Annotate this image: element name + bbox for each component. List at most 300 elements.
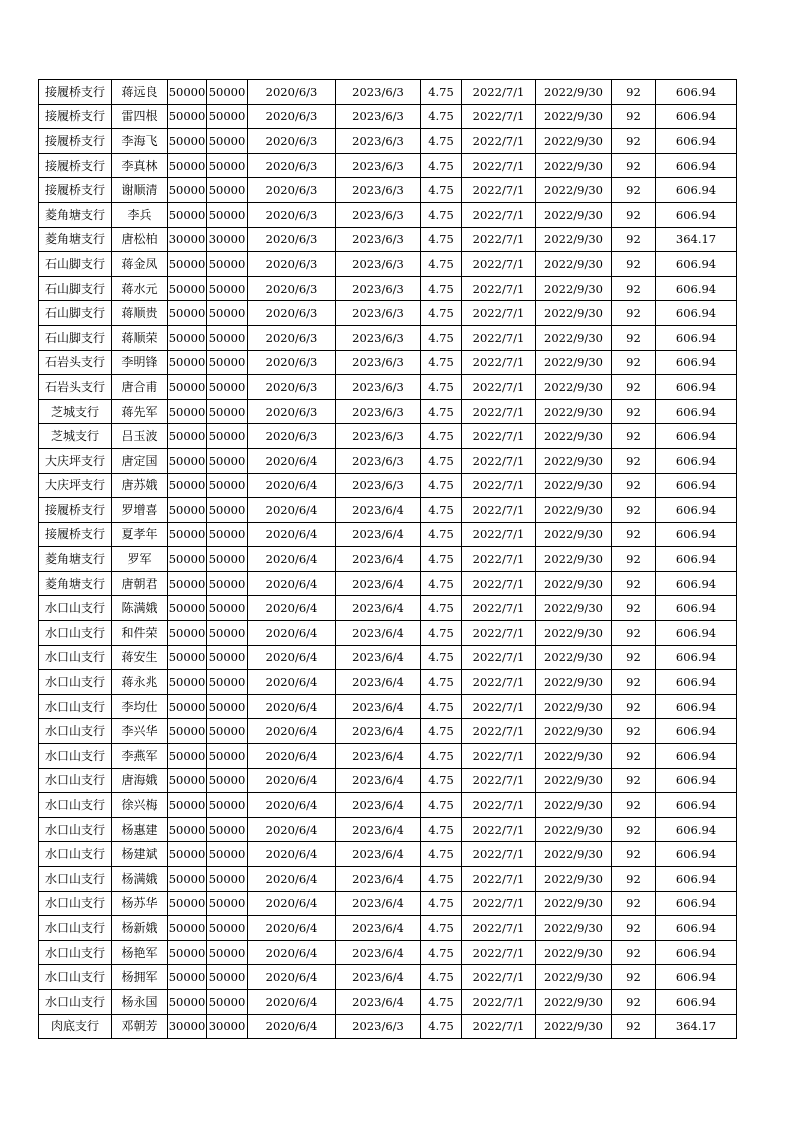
- days-cell: 92: [612, 153, 656, 178]
- loan-start-date-cell: 2020/6/4: [248, 547, 336, 572]
- borrower-name-cell: 邓朝芳: [112, 1014, 168, 1039]
- borrower-name-cell: 唐朝君: [112, 571, 168, 596]
- days-cell: 92: [612, 989, 656, 1014]
- table-row: [39, 375, 737, 400]
- period-end-cell: 2022/9/30: [536, 473, 612, 498]
- table-row: [39, 916, 737, 941]
- interest-rate-cell: 4.75: [421, 744, 462, 769]
- table-row: [39, 301, 737, 326]
- period-start-cell: 2022/7/1: [462, 768, 536, 793]
- period-start-cell: 2022/7/1: [462, 252, 536, 277]
- days-cell: 92: [612, 325, 656, 350]
- period-start-cell: 2022/7/1: [462, 916, 536, 941]
- loan-start-date-cell: 2020/6/4: [248, 989, 336, 1014]
- interest-amount-cell: 364.17: [656, 227, 737, 252]
- interest-rate-cell: 4.75: [421, 547, 462, 572]
- loan-maturity-date-cell: 2023/6/4: [336, 842, 421, 867]
- borrower-name-cell: 罗增喜: [112, 498, 168, 523]
- loan-maturity-date-cell: 2023/6/4: [336, 817, 421, 842]
- loan-start-date-cell: 2020/6/3: [248, 227, 336, 252]
- table-row: [39, 153, 737, 178]
- days-cell: 92: [612, 645, 656, 670]
- loan-maturity-date-cell: 2023/6/4: [336, 768, 421, 793]
- interest-amount-cell: 606.94: [656, 793, 737, 818]
- loan-maturity-date-cell: 2023/6/4: [336, 719, 421, 744]
- period-end-cell: 2022/9/30: [536, 916, 612, 941]
- branch-cell: 菱角塘支行: [39, 202, 112, 227]
- loan-amount-cell: 50000: [168, 768, 207, 793]
- balance-cell: 50000: [207, 424, 248, 449]
- interest-amount-cell: 606.94: [656, 621, 737, 646]
- days-cell: 92: [612, 202, 656, 227]
- period-start-cell: 2022/7/1: [462, 227, 536, 252]
- interest-rate-cell: 4.75: [421, 645, 462, 670]
- loan-start-date-cell: 2020/6/3: [248, 178, 336, 203]
- borrower-name-cell: 雷四根: [112, 104, 168, 129]
- interest-rate-cell: 4.75: [421, 301, 462, 326]
- branch-cell: 接履桥支行: [39, 498, 112, 523]
- table-row: [39, 104, 737, 129]
- period-end-cell: 2022/9/30: [536, 202, 612, 227]
- loan-maturity-date-cell: 2023/6/4: [336, 744, 421, 769]
- days-cell: 92: [612, 522, 656, 547]
- table-row: [39, 399, 737, 424]
- period-end-cell: 2022/9/30: [536, 571, 612, 596]
- loan-amount-cell: 50000: [168, 916, 207, 941]
- period-start-cell: 2022/7/1: [462, 596, 536, 621]
- interest-rate-cell: 4.75: [421, 891, 462, 916]
- interest-amount-cell: 606.94: [656, 522, 737, 547]
- balance-cell: 50000: [207, 768, 248, 793]
- interest-rate-cell: 4.75: [421, 498, 462, 523]
- branch-cell: 石山脚支行: [39, 252, 112, 277]
- period-end-cell: 2022/9/30: [536, 325, 612, 350]
- interest-rate-cell: 4.75: [421, 867, 462, 892]
- loan-start-date-cell: 2020/6/3: [248, 424, 336, 449]
- period-end-cell: 2022/9/30: [536, 940, 612, 965]
- table-row: [39, 350, 737, 375]
- balance-cell: 50000: [207, 547, 248, 572]
- loan-amount-cell: 50000: [168, 473, 207, 498]
- balance-cell: 50000: [207, 842, 248, 867]
- days-cell: 92: [612, 252, 656, 277]
- loan-maturity-date-cell: 2023/6/3: [336, 473, 421, 498]
- loan-start-date-cell: 2020/6/4: [248, 916, 336, 941]
- interest-rate-cell: 4.75: [421, 670, 462, 695]
- interest-amount-cell: 606.94: [656, 768, 737, 793]
- table-row: [39, 793, 737, 818]
- loan-amount-cell: 50000: [168, 547, 207, 572]
- table-row: [39, 252, 737, 277]
- balance-cell: 50000: [207, 153, 248, 178]
- loan-maturity-date-cell: 2023/6/3: [336, 129, 421, 154]
- period-start-cell: 2022/7/1: [462, 867, 536, 892]
- period-start-cell: 2022/7/1: [462, 793, 536, 818]
- days-cell: 92: [612, 670, 656, 695]
- interest-amount-cell: 606.94: [656, 817, 737, 842]
- interest-rate-cell: 4.75: [421, 178, 462, 203]
- period-start-cell: 2022/7/1: [462, 473, 536, 498]
- days-cell: 92: [612, 1014, 656, 1039]
- loan-amount-cell: 50000: [168, 104, 207, 129]
- period-start-cell: 2022/7/1: [462, 522, 536, 547]
- interest-rate-cell: 4.75: [421, 202, 462, 227]
- loan-amount-cell: 50000: [168, 744, 207, 769]
- loan-start-date-cell: 2020/6/4: [248, 965, 336, 990]
- borrower-name-cell: 杨拥军: [112, 965, 168, 990]
- interest-rate-cell: 4.75: [421, 596, 462, 621]
- period-start-cell: 2022/7/1: [462, 1014, 536, 1039]
- interest-amount-cell: 606.94: [656, 202, 737, 227]
- branch-cell: 菱角塘支行: [39, 571, 112, 596]
- loan-maturity-date-cell: 2023/6/4: [336, 522, 421, 547]
- loan-maturity-date-cell: 2023/6/4: [336, 547, 421, 572]
- branch-cell: 石山脚支行: [39, 276, 112, 301]
- loan-maturity-date-cell: 2023/6/4: [336, 694, 421, 719]
- balance-cell: 30000: [207, 1014, 248, 1039]
- loan-maturity-date-cell: 2023/6/3: [336, 104, 421, 129]
- borrower-name-cell: 杨艳军: [112, 940, 168, 965]
- table-row: [39, 719, 737, 744]
- loan-maturity-date-cell: 2023/6/4: [336, 867, 421, 892]
- branch-cell: 接履桥支行: [39, 522, 112, 547]
- balance-cell: 50000: [207, 867, 248, 892]
- period-start-cell: 2022/7/1: [462, 301, 536, 326]
- table-row: [39, 227, 737, 252]
- interest-rate-cell: 4.75: [421, 916, 462, 941]
- loan-amount-cell: 50000: [168, 842, 207, 867]
- loan-amount-cell: 50000: [168, 965, 207, 990]
- loan-start-date-cell: 2020/6/4: [248, 522, 336, 547]
- branch-cell: 接履桥支行: [39, 129, 112, 154]
- balance-cell: 50000: [207, 325, 248, 350]
- days-cell: 92: [612, 227, 656, 252]
- period-end-cell: 2022/9/30: [536, 350, 612, 375]
- balance-cell: 50000: [207, 276, 248, 301]
- branch-cell: 水口山支行: [39, 989, 112, 1014]
- branch-cell: 水口山支行: [39, 940, 112, 965]
- loan-amount-cell: 50000: [168, 940, 207, 965]
- period-end-cell: 2022/9/30: [536, 178, 612, 203]
- table-row: [39, 80, 737, 105]
- branch-cell: 接履桥支行: [39, 153, 112, 178]
- period-end-cell: 2022/9/30: [536, 694, 612, 719]
- interest-rate-cell: 4.75: [421, 842, 462, 867]
- branch-cell: 水口山支行: [39, 645, 112, 670]
- balance-cell: 50000: [207, 375, 248, 400]
- table-row: [39, 670, 737, 695]
- period-end-cell: 2022/9/30: [536, 153, 612, 178]
- borrower-name-cell: 李海飞: [112, 129, 168, 154]
- balance-cell: 50000: [207, 694, 248, 719]
- loan-amount-cell: 50000: [168, 817, 207, 842]
- interest-rate-cell: 4.75: [421, 325, 462, 350]
- interest-amount-cell: 606.94: [656, 694, 737, 719]
- borrower-name-cell: 杨苏华: [112, 891, 168, 916]
- branch-cell: 石山脚支行: [39, 325, 112, 350]
- borrower-name-cell: 杨惠建: [112, 817, 168, 842]
- loan-maturity-date-cell: 2023/6/4: [336, 596, 421, 621]
- period-end-cell: 2022/9/30: [536, 498, 612, 523]
- period-end-cell: 2022/9/30: [536, 80, 612, 105]
- period-start-cell: 2022/7/1: [462, 129, 536, 154]
- loan-start-date-cell: 2020/6/3: [248, 153, 336, 178]
- borrower-name-cell: 唐合甫: [112, 375, 168, 400]
- loan-start-date-cell: 2020/6/3: [248, 375, 336, 400]
- period-end-cell: 2022/9/30: [536, 227, 612, 252]
- loan-amount-cell: 50000: [168, 989, 207, 1014]
- loan-maturity-date-cell: 2023/6/4: [336, 645, 421, 670]
- interest-rate-cell: 4.75: [421, 768, 462, 793]
- balance-cell: 50000: [207, 645, 248, 670]
- loan-amount-cell: 50000: [168, 424, 207, 449]
- interest-rate-cell: 4.75: [421, 276, 462, 301]
- balance-cell: 50000: [207, 104, 248, 129]
- branch-cell: 大庆坪支行: [39, 448, 112, 473]
- days-cell: 92: [612, 842, 656, 867]
- loan-maturity-date-cell: 2023/6/3: [336, 301, 421, 326]
- balance-cell: 50000: [207, 891, 248, 916]
- period-start-cell: 2022/7/1: [462, 989, 536, 1014]
- period-start-cell: 2022/7/1: [462, 178, 536, 203]
- table-row: [39, 965, 737, 990]
- period-end-cell: 2022/9/30: [536, 768, 612, 793]
- interest-rate-cell: 4.75: [421, 989, 462, 1014]
- branch-cell: 石岩头支行: [39, 350, 112, 375]
- loan-maturity-date-cell: 2023/6/3: [336, 276, 421, 301]
- period-end-cell: 2022/9/30: [536, 301, 612, 326]
- days-cell: 92: [612, 448, 656, 473]
- loan-maturity-date-cell: 2023/6/3: [336, 178, 421, 203]
- interest-amount-cell: 606.94: [656, 744, 737, 769]
- branch-cell: 石山脚支行: [39, 301, 112, 326]
- period-end-cell: 2022/9/30: [536, 891, 612, 916]
- interest-rate-cell: 4.75: [421, 350, 462, 375]
- table-row: [39, 424, 737, 449]
- table-row: [39, 940, 737, 965]
- period-end-cell: 2022/9/30: [536, 276, 612, 301]
- period-end-cell: 2022/9/30: [536, 744, 612, 769]
- loan-maturity-date-cell: 2023/6/4: [336, 916, 421, 941]
- table-row: [39, 276, 737, 301]
- period-start-cell: 2022/7/1: [462, 645, 536, 670]
- loan-amount-cell: 50000: [168, 571, 207, 596]
- loan-start-date-cell: 2020/6/3: [248, 104, 336, 129]
- balance-cell: 50000: [207, 916, 248, 941]
- interest-rate-cell: 4.75: [421, 375, 462, 400]
- balance-cell: 50000: [207, 350, 248, 375]
- loan-maturity-date-cell: 2023/6/3: [336, 375, 421, 400]
- period-start-cell: 2022/7/1: [462, 571, 536, 596]
- interest-amount-cell: 606.94: [656, 399, 737, 424]
- branch-cell: 水口山支行: [39, 719, 112, 744]
- days-cell: 92: [612, 350, 656, 375]
- table-row: [39, 645, 737, 670]
- balance-cell: 50000: [207, 80, 248, 105]
- loan-amount-cell: 50000: [168, 252, 207, 277]
- branch-cell: 石岩头支行: [39, 375, 112, 400]
- period-start-cell: 2022/7/1: [462, 965, 536, 990]
- interest-rate-cell: 4.75: [421, 522, 462, 547]
- loan-start-date-cell: 2020/6/4: [248, 473, 336, 498]
- interest-amount-cell: 606.94: [656, 645, 737, 670]
- loan-start-date-cell: 2020/6/3: [248, 325, 336, 350]
- interest-rate-cell: 4.75: [421, 227, 462, 252]
- loan-amount-cell: 50000: [168, 645, 207, 670]
- loan-amount-cell: 50000: [168, 891, 207, 916]
- loan-amount-cell: 50000: [168, 129, 207, 154]
- loan-start-date-cell: 2020/6/4: [248, 621, 336, 646]
- branch-cell: 水口山支行: [39, 965, 112, 990]
- loan-maturity-date-cell: 2023/6/3: [336, 325, 421, 350]
- branch-cell: 接履桥支行: [39, 104, 112, 129]
- loan-amount-cell: 50000: [168, 793, 207, 818]
- loan-start-date-cell: 2020/6/4: [248, 940, 336, 965]
- loan-maturity-date-cell: 2023/6/3: [336, 227, 421, 252]
- period-start-cell: 2022/7/1: [462, 744, 536, 769]
- days-cell: 92: [612, 276, 656, 301]
- loan-amount-cell: 50000: [168, 399, 207, 424]
- days-cell: 92: [612, 867, 656, 892]
- loan-amount-cell: 50000: [168, 867, 207, 892]
- branch-cell: 水口山支行: [39, 596, 112, 621]
- loan-start-date-cell: 2020/6/4: [248, 768, 336, 793]
- interest-rate-cell: 4.75: [421, 1014, 462, 1039]
- interest-amount-cell: 606.94: [656, 301, 737, 326]
- loan-start-date-cell: 2020/6/3: [248, 399, 336, 424]
- borrower-name-cell: 罗军: [112, 547, 168, 572]
- interest-amount-cell: 606.94: [656, 498, 737, 523]
- loan-maturity-date-cell: 2023/6/4: [336, 891, 421, 916]
- interest-amount-cell: 606.94: [656, 178, 737, 203]
- balance-cell: 50000: [207, 399, 248, 424]
- loan-start-date-cell: 2020/6/4: [248, 793, 336, 818]
- loan-maturity-date-cell: 2023/6/4: [336, 670, 421, 695]
- interest-amount-cell: 606.94: [656, 252, 737, 277]
- loan-start-date-cell: 2020/6/3: [248, 276, 336, 301]
- table-row: [39, 325, 737, 350]
- loan-maturity-date-cell: 2023/6/3: [336, 448, 421, 473]
- loan-maturity-date-cell: 2023/6/4: [336, 793, 421, 818]
- table-row: [39, 547, 737, 572]
- loan-maturity-date-cell: 2023/6/4: [336, 965, 421, 990]
- borrower-name-cell: 夏孝年: [112, 522, 168, 547]
- interest-rate-cell: 4.75: [421, 473, 462, 498]
- interest-rate-cell: 4.75: [421, 793, 462, 818]
- branch-cell: 接履桥支行: [39, 178, 112, 203]
- interest-amount-cell: 364.17: [656, 1014, 737, 1039]
- branch-cell: 水口山支行: [39, 916, 112, 941]
- balance-cell: 50000: [207, 178, 248, 203]
- borrower-name-cell: 杨满娥: [112, 867, 168, 892]
- branch-cell: 水口山支行: [39, 670, 112, 695]
- borrower-name-cell: 陈满娥: [112, 596, 168, 621]
- interest-amount-cell: 606.94: [656, 129, 737, 154]
- loan-amount-cell: 50000: [168, 694, 207, 719]
- period-end-cell: 2022/9/30: [536, 621, 612, 646]
- period-end-cell: 2022/9/30: [536, 1014, 612, 1039]
- period-start-cell: 2022/7/1: [462, 424, 536, 449]
- loan-maturity-date-cell: 2023/6/3: [336, 153, 421, 178]
- interest-amount-cell: 606.94: [656, 473, 737, 498]
- table-row: [39, 817, 737, 842]
- interest-amount-cell: 606.94: [656, 965, 737, 990]
- borrower-name-cell: 杨永国: [112, 989, 168, 1014]
- loan-start-date-cell: 2020/6/4: [248, 842, 336, 867]
- table-row: [39, 842, 737, 867]
- table-row: [39, 202, 737, 227]
- period-end-cell: 2022/9/30: [536, 719, 612, 744]
- interest-rate-cell: 4.75: [421, 424, 462, 449]
- branch-cell: 水口山支行: [39, 744, 112, 769]
- interest-rate-cell: 4.75: [421, 621, 462, 646]
- branch-cell: 芝城支行: [39, 399, 112, 424]
- balance-cell: 50000: [207, 817, 248, 842]
- loan-maturity-date-cell: 2023/6/4: [336, 940, 421, 965]
- balance-cell: 50000: [207, 744, 248, 769]
- period-end-cell: 2022/9/30: [536, 817, 612, 842]
- branch-cell: 接履桥支行: [39, 80, 112, 105]
- period-start-cell: 2022/7/1: [462, 817, 536, 842]
- borrower-name-cell: 唐苏娥: [112, 473, 168, 498]
- borrower-name-cell: 杨新娥: [112, 916, 168, 941]
- period-start-cell: 2022/7/1: [462, 719, 536, 744]
- loan-interest-table: [38, 79, 737, 1039]
- loan-start-date-cell: 2020/6/4: [248, 571, 336, 596]
- borrower-name-cell: 徐兴梅: [112, 793, 168, 818]
- loan-maturity-date-cell: 2023/6/4: [336, 989, 421, 1014]
- period-end-cell: 2022/9/30: [536, 793, 612, 818]
- days-cell: 92: [612, 891, 656, 916]
- days-cell: 92: [612, 940, 656, 965]
- loan-maturity-date-cell: 2023/6/4: [336, 571, 421, 596]
- loan-start-date-cell: 2020/6/3: [248, 350, 336, 375]
- period-end-cell: 2022/9/30: [536, 129, 612, 154]
- borrower-name-cell: 蒋顺荣: [112, 325, 168, 350]
- loan-start-date-cell: 2020/6/4: [248, 694, 336, 719]
- branch-cell: 水口山支行: [39, 768, 112, 793]
- table-row: [39, 867, 737, 892]
- loan-amount-cell: 50000: [168, 375, 207, 400]
- loan-start-date-cell: 2020/6/4: [248, 645, 336, 670]
- loan-amount-cell: 50000: [168, 670, 207, 695]
- balance-cell: 50000: [207, 448, 248, 473]
- loan-amount-cell: 50000: [168, 178, 207, 203]
- branch-cell: 菱角塘支行: [39, 227, 112, 252]
- balance-cell: 30000: [207, 227, 248, 252]
- branch-cell: 芝城支行: [39, 424, 112, 449]
- interest-amount-cell: 606.94: [656, 842, 737, 867]
- loan-start-date-cell: 2020/6/4: [248, 867, 336, 892]
- borrower-name-cell: 李均仕: [112, 694, 168, 719]
- interest-rate-cell: 4.75: [421, 153, 462, 178]
- branch-cell: 水口山支行: [39, 694, 112, 719]
- branch-cell: 水口山支行: [39, 842, 112, 867]
- interest-rate-cell: 4.75: [421, 80, 462, 105]
- balance-cell: 50000: [207, 301, 248, 326]
- period-start-cell: 2022/7/1: [462, 842, 536, 867]
- branch-cell: 水口山支行: [39, 793, 112, 818]
- loan-amount-cell: 50000: [168, 596, 207, 621]
- balance-cell: 50000: [207, 940, 248, 965]
- loan-start-date-cell: 2020/6/3: [248, 252, 336, 277]
- period-end-cell: 2022/9/30: [536, 104, 612, 129]
- balance-cell: 50000: [207, 621, 248, 646]
- period-start-cell: 2022/7/1: [462, 448, 536, 473]
- period-start-cell: 2022/7/1: [462, 498, 536, 523]
- branch-cell: 肉底支行: [39, 1014, 112, 1039]
- interest-rate-cell: 4.75: [421, 719, 462, 744]
